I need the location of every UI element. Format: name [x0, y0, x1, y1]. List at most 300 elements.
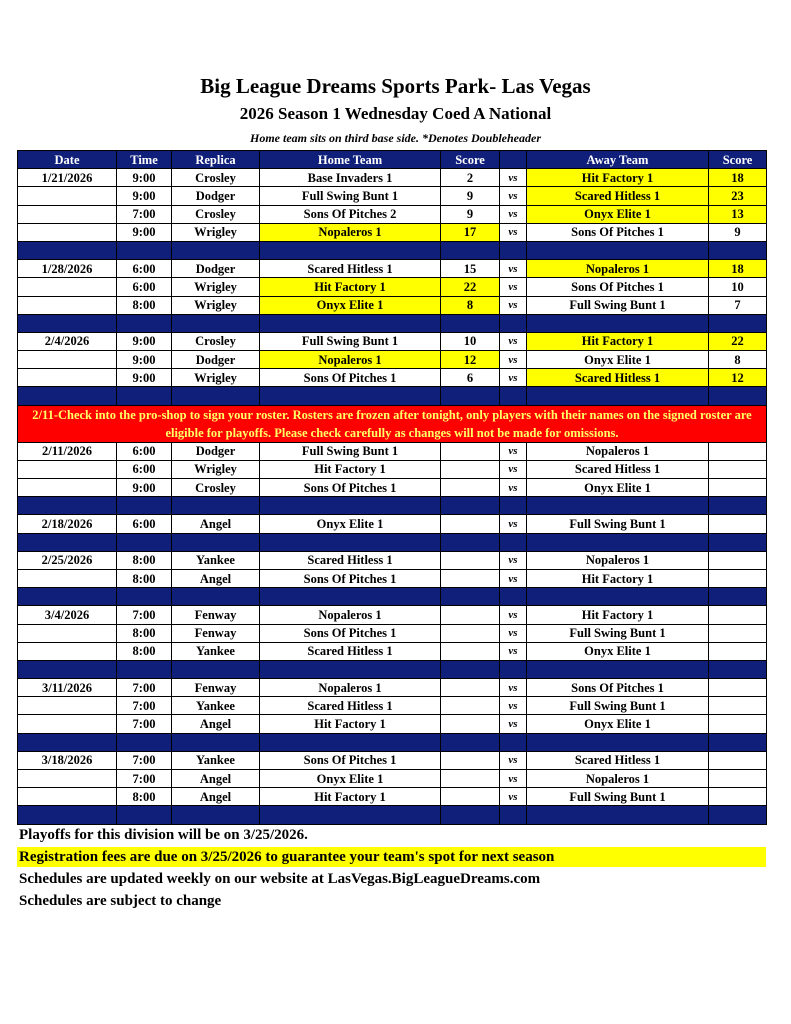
- game-time: 7:00: [117, 697, 172, 715]
- game-time: 9:00: [117, 479, 172, 497]
- separator-cell: [527, 533, 709, 551]
- away-score: [709, 715, 767, 733]
- game-time: 8:00: [117, 788, 172, 806]
- home-team: Nopaleros 1: [260, 223, 441, 241]
- game-replica-field: Crosley: [172, 205, 260, 223]
- separator-cell: [260, 733, 441, 751]
- separator-cell: [500, 533, 527, 551]
- away-team: Hit Factory 1: [527, 569, 709, 587]
- separator-cell: [260, 497, 441, 515]
- away-team: Scared Hitless 1: [527, 369, 709, 387]
- separator-cell: [18, 533, 117, 551]
- separator-cell: [500, 733, 527, 751]
- game-date: [18, 479, 117, 497]
- game-time: 6:00: [117, 442, 172, 460]
- separator-cell: [172, 806, 260, 824]
- home-team: Nopaleros 1: [260, 351, 441, 369]
- roster-notice-row: [18, 405, 767, 442]
- game-replica-field: Angel: [172, 770, 260, 788]
- home-team: Scared Hitless 1: [260, 551, 441, 569]
- home-team: Sons Of Pitches 2: [260, 205, 441, 223]
- game-date: [18, 624, 117, 642]
- separator-cell: [117, 660, 172, 678]
- col-header-date: Date: [18, 151, 117, 169]
- col-header-away-team: Away Team: [527, 151, 709, 169]
- separator-cell: [18, 660, 117, 678]
- vs-label: vs: [500, 642, 527, 660]
- game-time: 8:00: [117, 569, 172, 587]
- away-score: 18: [709, 169, 767, 187]
- home-score: 12: [441, 351, 500, 369]
- away-team: Sons Of Pitches 1: [527, 679, 709, 697]
- home-team: Hit Factory 1: [260, 715, 441, 733]
- page-subtitle: 2026 Season 1 Wednesday Coed A National: [239, 104, 552, 123]
- game-date: [18, 770, 117, 788]
- away-score: [709, 770, 767, 788]
- away-team: Onyx Elite 1: [527, 479, 709, 497]
- game-date: [18, 460, 117, 478]
- vs-label: vs: [500, 515, 527, 533]
- away-team: Onyx Elite 1: [527, 205, 709, 223]
- game-replica-field: Angel: [172, 515, 260, 533]
- game-replica-field: Dodger: [172, 351, 260, 369]
- week-separator-row: [18, 733, 767, 751]
- game-replica-field: Yankee: [172, 751, 260, 769]
- away-score: [709, 751, 767, 769]
- away-team: Nopaleros 1: [527, 442, 709, 460]
- home-score: 17: [441, 223, 500, 241]
- separator-cell: [260, 660, 441, 678]
- game-time: 6:00: [117, 278, 172, 296]
- separator-cell: [709, 733, 767, 751]
- game-time: 6:00: [117, 515, 172, 533]
- change-note: Schedules are subject to change: [19, 893, 222, 909]
- game-row: [18, 278, 767, 296]
- vs-label: vs: [500, 205, 527, 223]
- away-score: [709, 606, 767, 624]
- separator-cell: [260, 314, 441, 332]
- vs-label: vs: [500, 351, 527, 369]
- game-time: 8:00: [117, 296, 172, 314]
- vs-label: vs: [500, 169, 527, 187]
- home-team: Base Invaders 1: [260, 169, 441, 187]
- vs-label: vs: [500, 569, 527, 587]
- game-row: [18, 624, 767, 642]
- home-score: [441, 515, 500, 533]
- home-score: [441, 788, 500, 806]
- vs-label: vs: [500, 223, 527, 241]
- col-header-home-team: Home Team: [260, 151, 441, 169]
- game-time: 7:00: [117, 205, 172, 223]
- vs-label: vs: [500, 479, 527, 497]
- game-replica-field: Fenway: [172, 606, 260, 624]
- separator-cell: [260, 241, 441, 259]
- home-team: Nopaleros 1: [260, 679, 441, 697]
- separator-cell: [117, 806, 172, 824]
- separator-cell: [709, 314, 767, 332]
- away-score: [709, 624, 767, 642]
- vs-label: vs: [500, 296, 527, 314]
- separator-cell: [527, 806, 709, 824]
- home-score: [441, 551, 500, 569]
- separator-cell: [260, 387, 441, 405]
- home-team: Scared Hitless 1: [260, 642, 441, 660]
- separator-cell: [527, 241, 709, 259]
- game-date: [18, 715, 117, 733]
- separator-cell: [172, 241, 260, 259]
- separator-cell: [18, 314, 117, 332]
- home-score: [441, 479, 500, 497]
- separator-cell: [117, 497, 172, 515]
- game-time: 9:00: [117, 351, 172, 369]
- home-team: Onyx Elite 1: [260, 296, 441, 314]
- away-score: 12: [709, 369, 767, 387]
- col-header-vs: [500, 151, 527, 169]
- vs-label: vs: [500, 551, 527, 569]
- home-score: [441, 460, 500, 478]
- vs-label: vs: [500, 697, 527, 715]
- separator-cell: [117, 314, 172, 332]
- home-team: Full Swing Bunt 1: [260, 187, 441, 205]
- vs-label: vs: [500, 715, 527, 733]
- game-row: [18, 296, 767, 314]
- vs-label: vs: [500, 369, 527, 387]
- separator-cell: [117, 533, 172, 551]
- home-score: 9: [441, 205, 500, 223]
- away-team: Onyx Elite 1: [527, 642, 709, 660]
- away-score: [709, 679, 767, 697]
- game-replica-field: Yankee: [172, 642, 260, 660]
- away-team: Nopaleros 1: [527, 551, 709, 569]
- game-replica-field: Crosley: [172, 332, 260, 350]
- game-replica-field: Wrigley: [172, 278, 260, 296]
- separator-cell: [709, 497, 767, 515]
- game-date: 3/11/2026: [18, 679, 117, 697]
- away-team: Onyx Elite 1: [527, 351, 709, 369]
- away-team: Full Swing Bunt 1: [527, 624, 709, 642]
- col-header-time: Time: [117, 151, 172, 169]
- separator-cell: [441, 660, 500, 678]
- separator-cell: [709, 241, 767, 259]
- separator-cell: [172, 733, 260, 751]
- game-row: [18, 205, 767, 223]
- separator-cell: [500, 806, 527, 824]
- away-score: [709, 460, 767, 478]
- game-time: 6:00: [117, 260, 172, 278]
- home-score: 10: [441, 332, 500, 350]
- game-row: [18, 369, 767, 387]
- away-score: 7: [709, 296, 767, 314]
- vs-label: vs: [500, 606, 527, 624]
- separator-cell: [18, 387, 117, 405]
- game-row: [18, 642, 767, 660]
- home-team: Hit Factory 1: [260, 788, 441, 806]
- away-score: [709, 642, 767, 660]
- separator-cell: [172, 387, 260, 405]
- separator-cell: [500, 314, 527, 332]
- separator-cell: [500, 660, 527, 678]
- game-row: [18, 606, 767, 624]
- game-row: [18, 223, 767, 241]
- game-replica-field: Dodger: [172, 187, 260, 205]
- away-score: 23: [709, 187, 767, 205]
- game-replica-field: Yankee: [172, 697, 260, 715]
- away-score: 22: [709, 332, 767, 350]
- game-date: 3/4/2026: [18, 606, 117, 624]
- separator-cell: [117, 588, 172, 606]
- away-team: Nopaleros 1: [527, 770, 709, 788]
- week-separator-row: [18, 588, 767, 606]
- away-team: Full Swing Bunt 1: [527, 697, 709, 715]
- game-row: [18, 551, 767, 569]
- away-team: Full Swing Bunt 1: [527, 296, 709, 314]
- game-row: [18, 260, 767, 278]
- game-date: 1/21/2026: [18, 169, 117, 187]
- separator-cell: [441, 806, 500, 824]
- separator-cell: [18, 497, 117, 515]
- home-team: Scared Hitless 1: [260, 260, 441, 278]
- game-row: [18, 515, 767, 533]
- separator-cell: [500, 387, 527, 405]
- home-team: Sons Of Pitches 1: [260, 751, 441, 769]
- game-date: [18, 642, 117, 660]
- away-team: Sons Of Pitches 1: [527, 223, 709, 241]
- vs-label: vs: [500, 460, 527, 478]
- game-date: [18, 569, 117, 587]
- game-replica-field: Dodger: [172, 442, 260, 460]
- home-score: [441, 442, 500, 460]
- game-time: 9:00: [117, 169, 172, 187]
- game-row: [18, 351, 767, 369]
- separator-cell: [441, 733, 500, 751]
- home-team: Hit Factory 1: [260, 460, 441, 478]
- separator-cell: [260, 806, 441, 824]
- separator-cell: [709, 806, 767, 824]
- separator-cell: [500, 497, 527, 515]
- vs-label: vs: [500, 788, 527, 806]
- home-score: 22: [441, 278, 500, 296]
- vs-label: vs: [500, 770, 527, 788]
- home-team: Onyx Elite 1: [260, 770, 441, 788]
- separator-cell: [709, 588, 767, 606]
- game-date: [18, 788, 117, 806]
- vs-label: vs: [500, 187, 527, 205]
- away-score: [709, 551, 767, 569]
- separator-cell: [709, 660, 767, 678]
- week-separator-row: [18, 660, 767, 678]
- registration-note: Registration fees are due on 3/25/2026 to guarantee your team's spot for next season: [17, 847, 766, 867]
- roster-notice: 2/11-Check into the pro-shop to sign your roster. Rosters are frozen after tonight, only players with their names on the signed roster are eligible for playoffs. Please check carefully as changes will not be made for omissions.: [18, 405, 767, 442]
- separator-cell: [527, 387, 709, 405]
- separator-cell: [527, 497, 709, 515]
- home-team: Onyx Elite 1: [260, 515, 441, 533]
- game-date: [18, 205, 117, 223]
- game-time: 9:00: [117, 187, 172, 205]
- separator-cell: [172, 314, 260, 332]
- game-replica-field: Fenway: [172, 624, 260, 642]
- game-time: 7:00: [117, 770, 172, 788]
- game-row: [18, 442, 767, 460]
- home-team: Nopaleros 1: [260, 606, 441, 624]
- game-replica-field: Fenway: [172, 679, 260, 697]
- game-replica-field: Wrigley: [172, 369, 260, 387]
- game-date: 2/4/2026: [18, 332, 117, 350]
- home-team: Sons Of Pitches 1: [260, 624, 441, 642]
- away-score: [709, 515, 767, 533]
- away-team: Scared Hitless 1: [527, 751, 709, 769]
- game-row: [18, 569, 767, 587]
- game-row: [18, 697, 767, 715]
- game-row: [18, 187, 767, 205]
- away-team: Hit Factory 1: [527, 332, 709, 350]
- vs-label: vs: [500, 442, 527, 460]
- home-score: [441, 624, 500, 642]
- game-time: 7:00: [117, 751, 172, 769]
- game-replica-field: Angel: [172, 569, 260, 587]
- schedule-table: [17, 150, 767, 825]
- game-row: [18, 169, 767, 187]
- vs-label: vs: [500, 679, 527, 697]
- separator-cell: [172, 533, 260, 551]
- separator-cell: [441, 533, 500, 551]
- separator-cell: [172, 497, 260, 515]
- home-team: Sons Of Pitches 1: [260, 479, 441, 497]
- home-score: [441, 770, 500, 788]
- col-header-home-score: Score: [441, 151, 500, 169]
- game-time: 7:00: [117, 715, 172, 733]
- game-time: 9:00: [117, 332, 172, 350]
- away-score: [709, 788, 767, 806]
- week-separator-row: [18, 314, 767, 332]
- away-team: Hit Factory 1: [527, 169, 709, 187]
- home-score: [441, 679, 500, 697]
- vs-label: vs: [500, 278, 527, 296]
- home-team: Scared Hitless 1: [260, 697, 441, 715]
- separator-cell: [527, 314, 709, 332]
- game-time: 9:00: [117, 369, 172, 387]
- game-date: 2/18/2026: [18, 515, 117, 533]
- away-team: Nopaleros 1: [527, 260, 709, 278]
- game-date: [18, 351, 117, 369]
- website-note: Schedules are updated weekly on our website at LasVegas.BigLeagueDreams.com: [19, 871, 541, 887]
- game-date: 2/25/2026: [18, 551, 117, 569]
- game-replica-field: Angel: [172, 715, 260, 733]
- game-replica-field: Wrigley: [172, 460, 260, 478]
- separator-cell: [18, 241, 117, 259]
- game-date: 2/11/2026: [18, 442, 117, 460]
- away-score: [709, 569, 767, 587]
- game-date: [18, 369, 117, 387]
- table-header-row: [18, 151, 767, 169]
- separator-cell: [172, 660, 260, 678]
- game-replica-field: Crosley: [172, 169, 260, 187]
- game-date: [18, 296, 117, 314]
- game-time: 8:00: [117, 551, 172, 569]
- separator-cell: [441, 588, 500, 606]
- game-time: 8:00: [117, 624, 172, 642]
- away-score: 10: [709, 278, 767, 296]
- week-separator-row: [18, 387, 767, 405]
- vs-label: vs: [500, 332, 527, 350]
- game-row: [18, 770, 767, 788]
- vs-label: vs: [500, 260, 527, 278]
- separator-cell: [441, 314, 500, 332]
- away-team: Scared Hitless 1: [527, 187, 709, 205]
- separator-cell: [527, 660, 709, 678]
- home-team: Full Swing Bunt 1: [260, 332, 441, 350]
- separator-cell: [260, 588, 441, 606]
- game-date: [18, 697, 117, 715]
- away-team: Full Swing Bunt 1: [527, 515, 709, 533]
- game-time: 7:00: [117, 606, 172, 624]
- away-team: Onyx Elite 1: [527, 715, 709, 733]
- home-team: Hit Factory 1: [260, 278, 441, 296]
- game-row: [18, 479, 767, 497]
- page-note: Home team sits on third base side. *Denotes Doubleheader: [250, 131, 541, 145]
- game-date: 3/18/2026: [18, 751, 117, 769]
- game-row: [18, 332, 767, 350]
- separator-cell: [441, 387, 500, 405]
- home-score: 2: [441, 169, 500, 187]
- game-time: 9:00: [117, 223, 172, 241]
- separator-cell: [117, 733, 172, 751]
- game-replica-field: Angel: [172, 788, 260, 806]
- game-replica-field: Wrigley: [172, 296, 260, 314]
- separator-cell: [709, 387, 767, 405]
- col-header-away-score: Score: [709, 151, 767, 169]
- separator-cell: [527, 733, 709, 751]
- away-score: 18: [709, 260, 767, 278]
- game-date: [18, 278, 117, 296]
- game-row: [18, 460, 767, 478]
- game-replica-field: Dodger: [172, 260, 260, 278]
- home-score: [441, 697, 500, 715]
- vs-label: vs: [500, 751, 527, 769]
- separator-cell: [709, 533, 767, 551]
- week-separator-row: [18, 497, 767, 515]
- game-row: [18, 751, 767, 769]
- game-date: [18, 187, 117, 205]
- away-score: [709, 697, 767, 715]
- game-replica-field: Yankee: [172, 551, 260, 569]
- away-score: [709, 479, 767, 497]
- away-team: Sons Of Pitches 1: [527, 278, 709, 296]
- home-team: Sons Of Pitches 1: [260, 569, 441, 587]
- separator-cell: [527, 588, 709, 606]
- game-replica-field: Wrigley: [172, 223, 260, 241]
- schedule-body: [18, 169, 767, 824]
- game-row: [18, 679, 767, 697]
- week-separator-row: [18, 533, 767, 551]
- page-title: Big League Dreams Sports Park- Las Vegas: [200, 74, 591, 98]
- home-team: Sons Of Pitches 1: [260, 369, 441, 387]
- separator-cell: [18, 806, 117, 824]
- home-score: [441, 569, 500, 587]
- separator-cell: [172, 588, 260, 606]
- home-team: Full Swing Bunt 1: [260, 442, 441, 460]
- away-score: [709, 442, 767, 460]
- game-time: 7:00: [117, 679, 172, 697]
- away-score: 8: [709, 351, 767, 369]
- home-score: 8: [441, 296, 500, 314]
- away-score: 13: [709, 205, 767, 223]
- away-team: Full Swing Bunt 1: [527, 788, 709, 806]
- home-score: 9: [441, 187, 500, 205]
- playoffs-note: Playoffs for this division will be on 3/25/2026.: [19, 827, 308, 843]
- game-date: [18, 223, 117, 241]
- separator-cell: [500, 241, 527, 259]
- vs-label: vs: [500, 624, 527, 642]
